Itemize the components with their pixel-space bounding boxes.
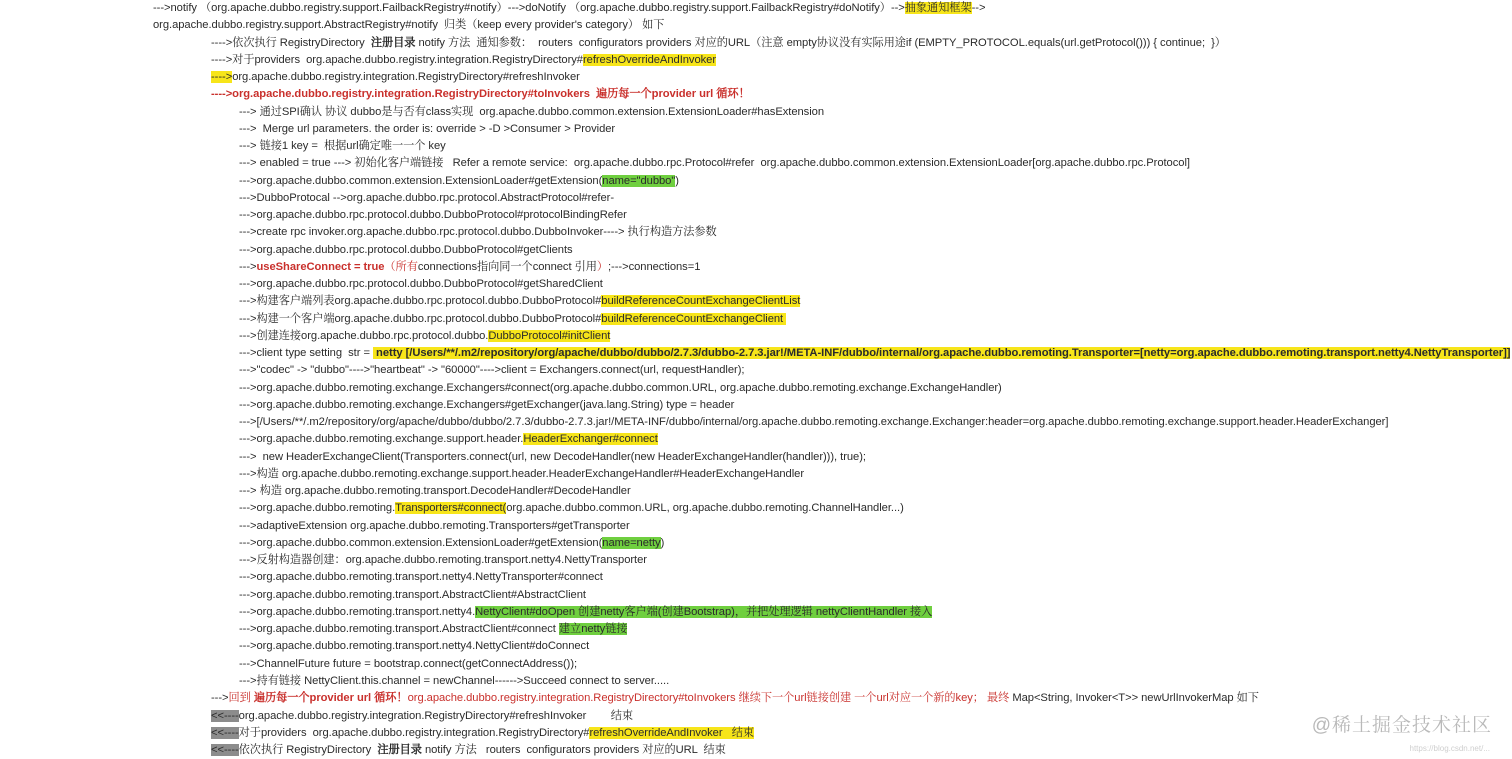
doc-line — [211, 35, 1226, 52]
text-segment: NettyClient#doOpen 创建netty客户端(创建Bootstrap)，并把处理逻辑 nettyClientHandler 接入 — [475, 606, 933, 618]
text-segment: name="dubbo" — [602, 175, 676, 187]
doc-line — [153, 17, 664, 34]
doc-line — [239, 535, 664, 552]
text-segment: 回到 — [228, 692, 254, 704]
text-segment: buildReferenceCountExchangeClient — [601, 313, 787, 325]
doc-line — [239, 276, 603, 293]
text-segment: ---->org.apache.dubbo.registry.integration.RegistryDirectory#toInvokers 遍历每一个provider url 循环！ — [211, 88, 750, 100]
text-segment: ;--->connections=1 — [608, 261, 701, 273]
text-segment: ---> — [239, 261, 257, 273]
doc-line — [211, 69, 580, 86]
doc-line — [211, 725, 754, 742]
doc-line — [239, 431, 658, 448]
text-segment: DubboProtocol#initClient — [488, 330, 611, 342]
watermark-url: https://blog.csdn.net/... — [1409, 744, 1490, 753]
text-segment: ) — [660, 537, 665, 549]
doc-line — [239, 380, 1002, 397]
text-segment: --->client type setting str = — [239, 347, 373, 359]
text-segment: buildReferenceCountExchangeClientList — [601, 295, 801, 307]
text-segment: ---> new HeaderExchangeClient(Transporters.connect(url, new DecodeHandler(new HeaderExchangeHandler(handler))), true); — [239, 451, 866, 463]
text-segment: HeaderExchanger#connect — [523, 433, 658, 445]
text-segment: --->DubboProtocal -->org.apache.dubbo.rpc.protocol.AbstractProtocol#refer- — [239, 192, 615, 204]
text-segment: --->create rpc invoker.org.apache.dubbo.rpc.protocol.dubbo.DubboInvoker----> 执行构造方法参数 — [239, 226, 717, 238]
text-segment: --->adaptiveExtension org.apache.dubbo.remoting.Transporters#getTransporter — [239, 520, 630, 532]
text-segment: <<---- — [211, 744, 239, 756]
text-segment: ---> enabled = true ---> 初始化客户端链接 Refer a remote service: org.apache.dubbo.rpc.Protocol#refer org.apache.dubbo.common.extension.ExtensionLoader[org.apache.dubbo.rpc.Protocol] — [239, 157, 1190, 169]
text-segment: --->org.apache.dubbo.remoting.exchange.Exchangers#connect(org.apache.dubbo.common.URL, org.apache.dubbo.remoting.exchange.ExchangeHandler) — [239, 382, 1002, 394]
text-segment: --->org.apache.dubbo.rpc.protocol.dubbo.DubboProtocol#protocolBindingRefer — [239, 209, 627, 221]
text-segment: --->构建客户端列表org.apache.dubbo.rpc.protocol.dubbo.DubboProtocol# — [239, 295, 602, 307]
text-segment: ---> Merge url parameters. the order is: override > -D >Consumer > Provider — [239, 123, 616, 135]
doc-line — [239, 259, 700, 276]
doc-line — [239, 500, 904, 517]
text-segment: refreshOverrideAndInvoker 结束 — [589, 727, 754, 739]
text-segment: notify 方法 routers configurators providers 对应的URL 结束 — [421, 744, 726, 756]
text-segment: --->notify （org.apache.dubbo.registry.support.FailbackRegistry#notify）--->doNotify （org.apache.dubbo.registry.support.FailbackRegistry#doNotify）--> — [153, 2, 905, 14]
text-segment: --> — [971, 2, 986, 14]
text-segment: ---> 构造 org.apache.dubbo.remoting.transport.DecodeHandler#DecodeHandler — [239, 485, 631, 497]
doc-line — [239, 345, 1510, 362]
doc-line — [239, 121, 615, 138]
doc-line — [153, 0, 985, 17]
text-segment: useShareConnect = true — [256, 261, 385, 273]
doc-line — [239, 207, 627, 224]
doc-line — [239, 483, 631, 500]
doc-line — [239, 552, 647, 569]
text-segment: --->org.apache.dubbo.remoting. — [239, 502, 396, 514]
doc-line — [211, 742, 726, 759]
doc-line — [239, 224, 717, 241]
text-segment: --->构建一个客户端org.apache.dubbo.rpc.protocol.dubbo.DubboProtocol# — [239, 313, 602, 325]
text-segment: --->org.apache.dubbo.remoting.transport.netty4. — [239, 606, 476, 618]
text-segment: （所有 — [384, 261, 418, 273]
doc-line — [211, 708, 633, 725]
doc-line — [239, 104, 824, 121]
text-segment: --->"codec" -> "dubbo"---->"heartbeat" -> "60000"---->client = Exchangers.connect(url, requestHandler); — [239, 364, 745, 376]
text-segment: --->org.apache.dubbo.remoting.exchange.Exchangers#getExchanger(java.lang.String) type = header — [239, 399, 735, 411]
text-segment: 建立netty链接 — [558, 623, 628, 635]
doc-line — [211, 52, 716, 69]
doc-line — [239, 673, 669, 690]
text-segment: 依次执行 RegistryDirectory — [238, 744, 378, 756]
text-segment: --->org.apache.dubbo.common.extension.ExtensionLoader#getExtension( — [239, 537, 603, 549]
doc-line — [239, 604, 932, 621]
doc-line — [239, 466, 804, 483]
doc-line — [239, 569, 603, 586]
text-segment: --->构造 org.apache.dubbo.remoting.exchange.support.header.HeaderExchangeHandler#HeaderExchangeHandler — [239, 468, 804, 480]
text-segment: --->org.apache.dubbo.rpc.protocol.dubbo.DubboProtocol#getClients — [239, 244, 573, 256]
text-segment: <<---- — [211, 727, 239, 739]
doc-line — [239, 397, 734, 414]
doc-line — [239, 362, 744, 379]
text-segment: name=netty — [602, 537, 661, 549]
text-segment: org.apache.dubbo.registry.integration.RegistryDirectory#refreshInvoker — [232, 71, 580, 83]
text-segment: --->org.apache.dubbo.remoting.transport.netty4.NettyClient#doConnect — [239, 640, 590, 652]
doc-line — [239, 414, 1388, 431]
text-segment: --->org.apache.dubbo.remoting.transport.AbstractClient#connect — [239, 623, 559, 635]
text-segment: --->创建连接org.apache.dubbo.rpc.protocol.dubbo. — [239, 330, 489, 342]
doc-line — [211, 690, 1259, 707]
doc-line — [239, 587, 586, 604]
text-segment: <<---- — [211, 710, 239, 722]
text-segment: ---->依次执行 RegistryDirectory — [211, 37, 371, 49]
text-segment: --->org.apache.dubbo.remoting.exchange.support.header. — [239, 433, 524, 445]
doc-line — [239, 173, 679, 190]
doc-line — [239, 328, 610, 345]
text-segment: connections指向同一个connect 引用 — [417, 261, 597, 273]
text-segment: --->[/Users/**/.m2/repository/org/apache/dubbo/dubbo/2.7.3/dubbo-2.7.3.jar!/META-INF/dubbo/internal/org.apache.dubbo.remoting.exchange.Exchanger:header=org.apache.dubbo.remoting.exchange.support.header.HeaderExchanger] — [239, 416, 1389, 428]
text-segment: --->org.apache.dubbo.remoting.transport.AbstractClient#AbstractClient — [239, 589, 586, 601]
text-segment: --->org.apache.dubbo.rpc.protocol.dubbo.DubboProtocol#getSharedClient — [239, 278, 603, 290]
doc-line — [239, 138, 446, 155]
doc-line — [239, 518, 630, 535]
watermark: @稀土掘金技术社区 — [1311, 715, 1492, 736]
text-segment: refreshOverrideAndInvoker — [582, 54, 717, 66]
text-segment: --->org.apache.dubbo.remoting.transport.netty4.NettyTransporter#connect — [239, 571, 603, 583]
text-segment: ---> — [211, 692, 229, 704]
text-segment: ) — [675, 175, 679, 187]
doc-line — [239, 190, 614, 207]
doc-line — [239, 155, 1190, 172]
text-segment: org.apache.dubbo.common.URL, org.apache.dubbo.remoting.ChannelHandler...) — [506, 502, 904, 514]
text-segment: 注册目录 — [370, 37, 416, 49]
text-segment: --->ChannelFuture future = bootstrap.connect(getConnectAddress()); — [239, 658, 578, 670]
text-segment: notify 方法 通知参数： routers configurators providers 对应的URL（注意 empty协议没有实际用途if (EMPTY_PROTOCOL.equals(url.getProtocol())) { continue; }） — [415, 37, 1226, 49]
text-segment: 遍历每一个provider url 循环！ — [253, 692, 408, 704]
text-segment: 抽象通知框架 — [904, 2, 972, 14]
doc-line — [211, 86, 750, 103]
text-segment: ---> 链接1 key = 根据url确定唯一一个 key — [239, 140, 446, 152]
text-segment: org.apache.dubbo.registry.support.AbstractRegistry#notify 归类（keep every provider's category） 如下 — [153, 19, 665, 31]
doc-line — [239, 621, 627, 638]
text-segment: --->反射构造器创建：org.apache.dubbo.remoting.transport.netty4.NettyTransporter — [239, 554, 647, 566]
doc-line — [239, 638, 589, 655]
doc-line — [239, 242, 573, 259]
text-segment: 对于providers org.apache.dubbo.registry.integration.RegistryDirectory# — [238, 727, 590, 739]
text-segment: 注册目录 — [377, 744, 422, 756]
text-segment: Transporters#connect( — [395, 502, 507, 514]
text-segment: --->持有链接 NettyClient.this.channel = newChannel------>Succeed connect to server..... — [239, 675, 670, 687]
text-segment: Map<String, Invoker<T>> newUrlInvokerMap 如下 — [1009, 692, 1259, 704]
text-segment: ---> 通过SPI确认 协议 dubbo是与否有class实现 org.apache.dubbo.common.extension.ExtensionLoader#hasExtension — [239, 106, 825, 118]
doc-line — [239, 656, 577, 673]
doc-line — [239, 293, 800, 310]
doc-line — [239, 311, 786, 328]
text-segment: ---->对于providers org.apache.dubbo.registry.integration.RegistryDirectory# — [211, 54, 583, 66]
text-segment: ） — [596, 261, 608, 273]
doc-line — [239, 449, 866, 466]
text-segment: org.apache.dubbo.registry.integration.RegistryDirectory#toInvokers 继续下一个url链接创建 一个url对应一个新的key； 最终 — [407, 692, 1010, 704]
text-segment: ----> — [211, 71, 233, 83]
text-segment: org.apache.dubbo.registry.integration.RegistryDirectory#refreshInvoker 结束 — [238, 710, 634, 722]
text-segment: --->org.apache.dubbo.common.extension.ExtensionLoader#getExtension( — [239, 175, 603, 187]
text-segment: netty [/Users/**/.m2/repository/org/apache/dubbo/dubbo/2.7.3/dubbo-2.7.3.jar!/META-INF/dubbo/internal/org.apache.dubbo.remoting.Transporter=[netty=org.apache.dubbo.remoting.transport.netty4.NettyTransporter]] — [373, 347, 1511, 359]
